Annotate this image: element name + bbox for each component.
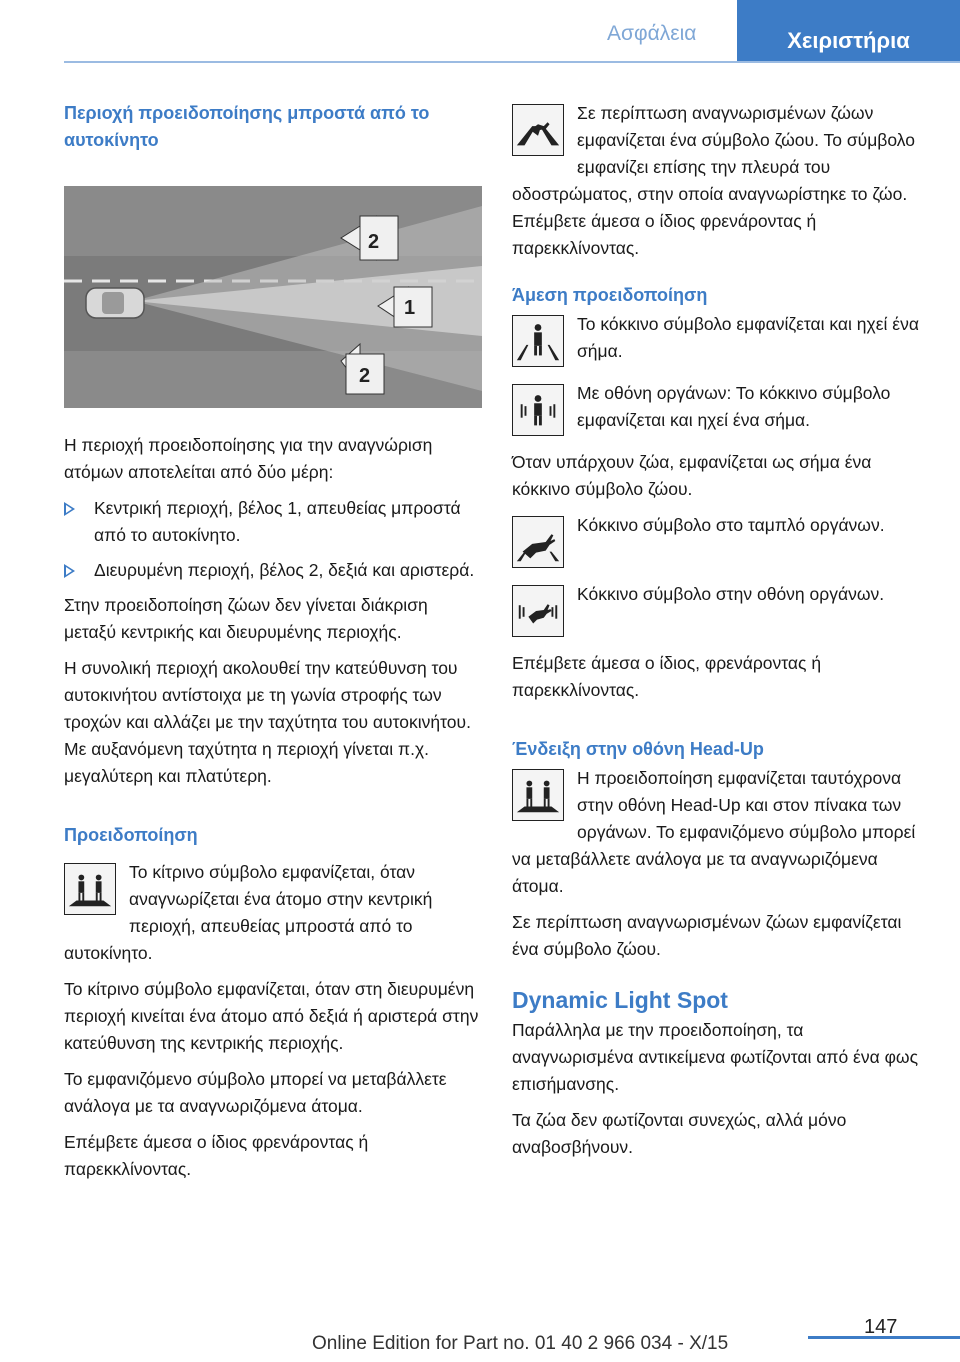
list-item: Διευρυμένη περιοχή, βέλος 2, δεξιά και αριστερά. (64, 557, 482, 584)
left-column (64, 100, 482, 1192)
animal-display-block (512, 581, 928, 641)
instrument-display-block (512, 380, 928, 440)
svg-text:2: 2 (368, 231, 380, 253)
animal-symbol-block (512, 100, 928, 262)
section-title-hud: Ένδειξη στην οθόνη Head-Up (512, 739, 764, 759)
section-title-warning-area: Περιοχή προειδοποίησης μπροστά από το αυτοκίνητο (64, 103, 430, 150)
paragraph: Η προειδοποίηση εμφανίζεται ταυτόχρονα στην οθόνη Head-Up και στον πίνακα των οργάνων. Το εμφανιζόμενο σύμβολο μπορεί να μεταβάλλετε ανάλογα με τα αναγνωριζόμενα άτομα. (512, 768, 916, 896)
paragraph: Τα ζώα δεν φωτίζονται συνεχώς, αλλά μόνο αναβοσβήνουν. (512, 1110, 847, 1157)
section-title-warning: Προειδοποίηση (64, 825, 198, 845)
bullet-triangle-icon (64, 502, 75, 516)
deer-icon (512, 516, 564, 568)
paragraph: Κόκκινο σύμβολο στην οθόνη οργάνων. (577, 584, 885, 604)
page-header (0, 0, 960, 62)
bullet-triangle-icon (64, 564, 75, 578)
paragraph: Κόκκινο σύμβολο στο ταμπλό οργάνων. (577, 515, 885, 535)
header-divider (64, 61, 960, 63)
page-number: 147 (864, 1316, 898, 1338)
immediate-block (512, 311, 928, 371)
warning-block (64, 859, 482, 967)
footer-edition: Online Edition for Part no. 01 40 2 966 034 - X/15 (312, 1333, 729, 1354)
warning-area-diagram (64, 186, 482, 408)
paragraph: Επέμβετε άμεσα ο ίδιος, φρενάροντας ή παρεκκλίνοντας. (512, 653, 822, 700)
section-title-dynamic-light-spot: Dynamic Light Spot (512, 987, 728, 1013)
paragraph: Η συνολική περιοχή ακολουθεί την κατεύθυνση του αυτοκινήτου αντίστοιχα με τη γωνία στροφής των τροχών και αλλάζει με την ταχύτητα του αυτοκινήτου. Με αυξανόμενη ταχύτητα η περιοχή γίνεται π.χ. μεγαλύτερη και πλατύτερη. (64, 658, 471, 786)
car-icon (86, 288, 144, 318)
section-title-immediate: Άμεση προειδοποίηση (512, 285, 708, 305)
paragraph: Με οθόνη οργάνων: Το κόκκινο σύμβολο εμφανίζεται και ηχεί ένα σήμα. (577, 383, 891, 430)
header-chapter-tab[interactable]: Χειριστήρια (737, 0, 960, 62)
hud-pedestrians-icon (512, 769, 564, 821)
paragraph: Το κίτρινο σύμβολο εμφανίζεται, όταν αναγνωρίζεται ένα άτομο στην κεντρική περιοχή, απευθείας μπροστά από το αυτοκίνητο. (64, 862, 433, 963)
hud-block (512, 765, 928, 900)
paragraph: Επέμβετε άμεσα ο ίδιος φρενάροντας ή παρεκκλίνοντας. (64, 1132, 369, 1179)
paragraph: Το κίτρινο σύμβολο εμφανίζεται, όταν στη διευρυμένη περιοχή κινείται ένα άτομο από δεξιά ή αριστερά στην κατεύθυνση της κεντρικής περιοχής. (64, 979, 479, 1053)
paragraph: Το εμφανιζόμενο σύμβολο μπορεί να μεταβάλλετε ανάλογα με τα αναγνωριζόμενα άτομα. (64, 1069, 447, 1116)
intro-text: Η περιοχή προειδοποίησης για την αναγνώριση ατόμων αποτελείται από δύο μέρη: (64, 435, 433, 482)
deer-sound-icon (512, 585, 564, 637)
pedestrian-red-icon (512, 315, 564, 367)
paragraph: Παράλληλα με την προειδοποίηση, τα αναγνωρισμένα αντικείμενα φωτίζονται από ένα φως επισήμανσης. (512, 1020, 919, 1094)
svg-text:1: 1 (404, 297, 416, 319)
paragraph: Σε περίπτωση αναγνωρισμένων ζώων εμφανίζεται ένα σύμβολο ζώου. Το σύμβολο εμφανίζει επίσης την πλευρά του οδοστρώματος, στην οποία αναγνωρίστηκε το ζώο. Επέμβετε άμεσα ο ίδιος φρενάροντας ή παρεκκλίνοντας. (512, 103, 915, 258)
list-item: Κεντρική περιοχή, βέλος 1, απευθείας μπροστά από το αυτοκίνητο. (64, 495, 482, 549)
right-column (512, 100, 928, 1170)
road-side-animal-icon (512, 104, 564, 156)
pedestrian-sound-icon (512, 384, 564, 436)
paragraph: Το κόκκινο σύμβολο εμφανίζεται και ηχεί ένα σήμα. (577, 314, 919, 361)
header-section-tab[interactable]: Ασφάλεια (607, 22, 697, 45)
animal-dashboard-block (512, 512, 928, 572)
paragraph: Σε περίπτωση αναγνωρισμένων ζώων εμφανίζεται ένα σύμβολο ζώου. (512, 912, 902, 959)
paragraph: Όταν υπάρχουν ζώα, εμφανίζεται ως σήμα ένα κόκκινο σύμβολο ζώου. (512, 452, 872, 499)
paragraph: Στην προειδοποίηση ζώων δεν γίνεται διάκριση μεταξύ κεντρικής και διευρυμένης περιοχής. (64, 595, 428, 642)
svg-text:2: 2 (359, 365, 371, 387)
pedestrians-yellow-icon (64, 863, 116, 915)
